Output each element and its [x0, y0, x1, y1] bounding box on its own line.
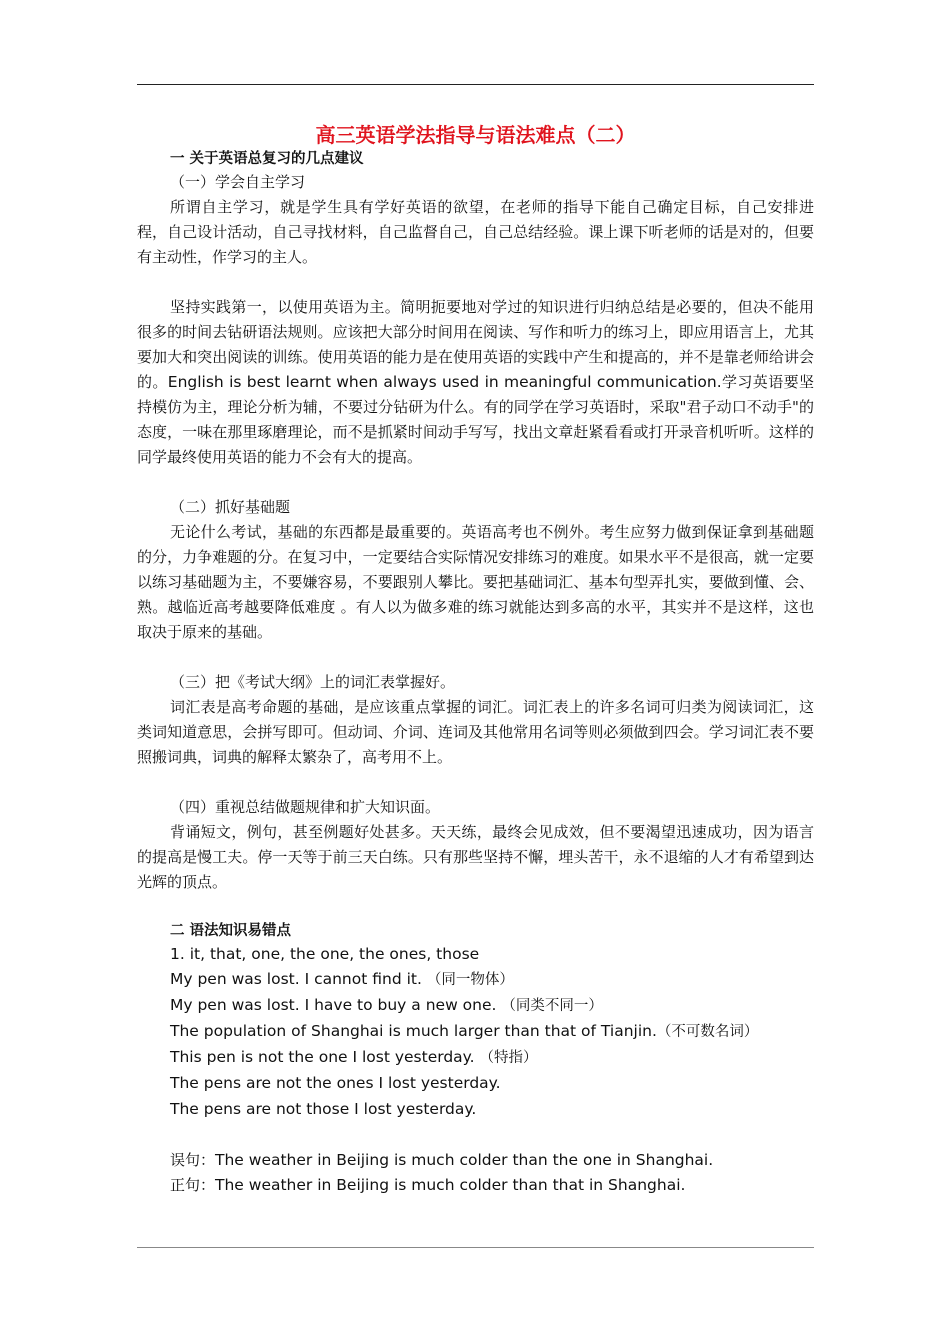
- example-sentence: The pens are not the ones I lost yesterday.: [170, 1074, 501, 1092]
- paragraph-3: 无论什么考试，基础的东西都是最重要的。英语高考也不例外。考生应努力做到保证拿到基础题的分，力争难题的分。在复习中，一定要结合实际情况安排练习的难度。如果水平不是很高，就一定要以练习基础题为主，不要嫌容易，不要跟别人攀比。要把基础词汇、基本句型弄扎实，要做到懂、会、熟。越临近高考越要降低难度 。有人以为做多难的练习就能达到多高的水平，其实并不是这样，这也取决于原来的基础。: [137, 523, 814, 641]
- paragraph-4: 词汇表是高考命题的基础，是应该重点掌握的词汇。词汇表上的许多名词可归类为阅读词汇，这类词知道意思，会拼写即可。但动词、介词、连词及其他常用名词等则必须做到四会。学习词汇表不要照搬词典，词典的解释太繁杂了，高考用不上。: [137, 698, 814, 766]
- subheading-4: （四）重视总结做题规律和扩大知识面。: [170, 798, 441, 816]
- grammar-item-1: 1. it, that, one, the one, the ones, those: [170, 945, 480, 963]
- document-body: [137, 120, 814, 1198]
- correct-sentence: 正句：The weather in Beijing is much colder than that in Shanghai.: [170, 1176, 686, 1194]
- example-sentence: My pen was lost. I have to buy a new one. （同类不同一）: [170, 996, 603, 1014]
- footer-rule: [137, 1247, 814, 1248]
- paragraph-2: 坚持实践第一，以使用英语为主。简明扼要地对学过的知识进行归纳总结是必要的，但决不能用很多的时间去钻研语法规则。应该把大部分时间用在阅读、写作和听力的练习上，即应用语言上，尤其要加大和突出阅读的训练。使用英语的能力是在使用英语的实践中产生和提高的，并不是靠老师给讲会的。English is best learnt when always used in meaningful communication.学习英语要坚持模仿为主，理论分析为辅，不要过分钻研为什么。有的同学在学习英语时，采取"君子动口不动手"的态度，一味在那里琢磨理论，而不是抓紧时间动手写写，找出文章赶紧看看或打开录音机听听。这样的同学最终使用英语的能力不会有大的提高。: [137, 298, 814, 466]
- example-sentence: This pen is not the one I lost yesterday. （特指）: [170, 1048, 538, 1066]
- english-quote: English is best learnt when always used in meaningful communication.: [167, 373, 722, 391]
- wrong-sentence: 误句：The weather in Beijing is much colder than the one in Shanghai.: [170, 1151, 714, 1169]
- example-sentence: The population of Shanghai is much larger than that of Tianjin.（不可数名词）: [170, 1022, 759, 1040]
- subheading-3: （三）把《考试大纲》上的词汇表掌握好。: [170, 673, 456, 691]
- subheading-1: （一）学会自主学习: [170, 173, 306, 191]
- subheading-2: （二）抓好基础题: [170, 498, 291, 516]
- paragraph-1: 所谓自主学习，就是学生具有学好英语的欲望，在老师的指导下能自己确定目标，自己安排进程，自己设计活动，自己寻找材料，自己监督自己，自己总结经验。课上课下听老师的话是对的，但要有主动性，作学习的主人。: [137, 198, 814, 266]
- paragraph-5: 背诵短文，例句，甚至例题好处甚多。天天练，最终会见成效，但不要渴望迅速成功，因为语言的提高是慢工夫。停一天等于前三天白练。只有那些坚持不懈，埋头苦干，永不退缩的人才有希望到达光辉的顶点。: [137, 823, 814, 891]
- section-heading-1: 一 关于英语总复习的几点建议: [170, 150, 364, 167]
- header-rule: [137, 84, 814, 85]
- section-heading-2: 二 语法知识易错点: [170, 922, 292, 939]
- example-sentence: The pens are not those I lost yesterday.: [170, 1100, 477, 1118]
- example-sentence: My pen was lost. I cannot find it. （同一物体）: [170, 970, 514, 988]
- page-title: 高三英语学法指导与语法难点（二）: [315, 123, 636, 147]
